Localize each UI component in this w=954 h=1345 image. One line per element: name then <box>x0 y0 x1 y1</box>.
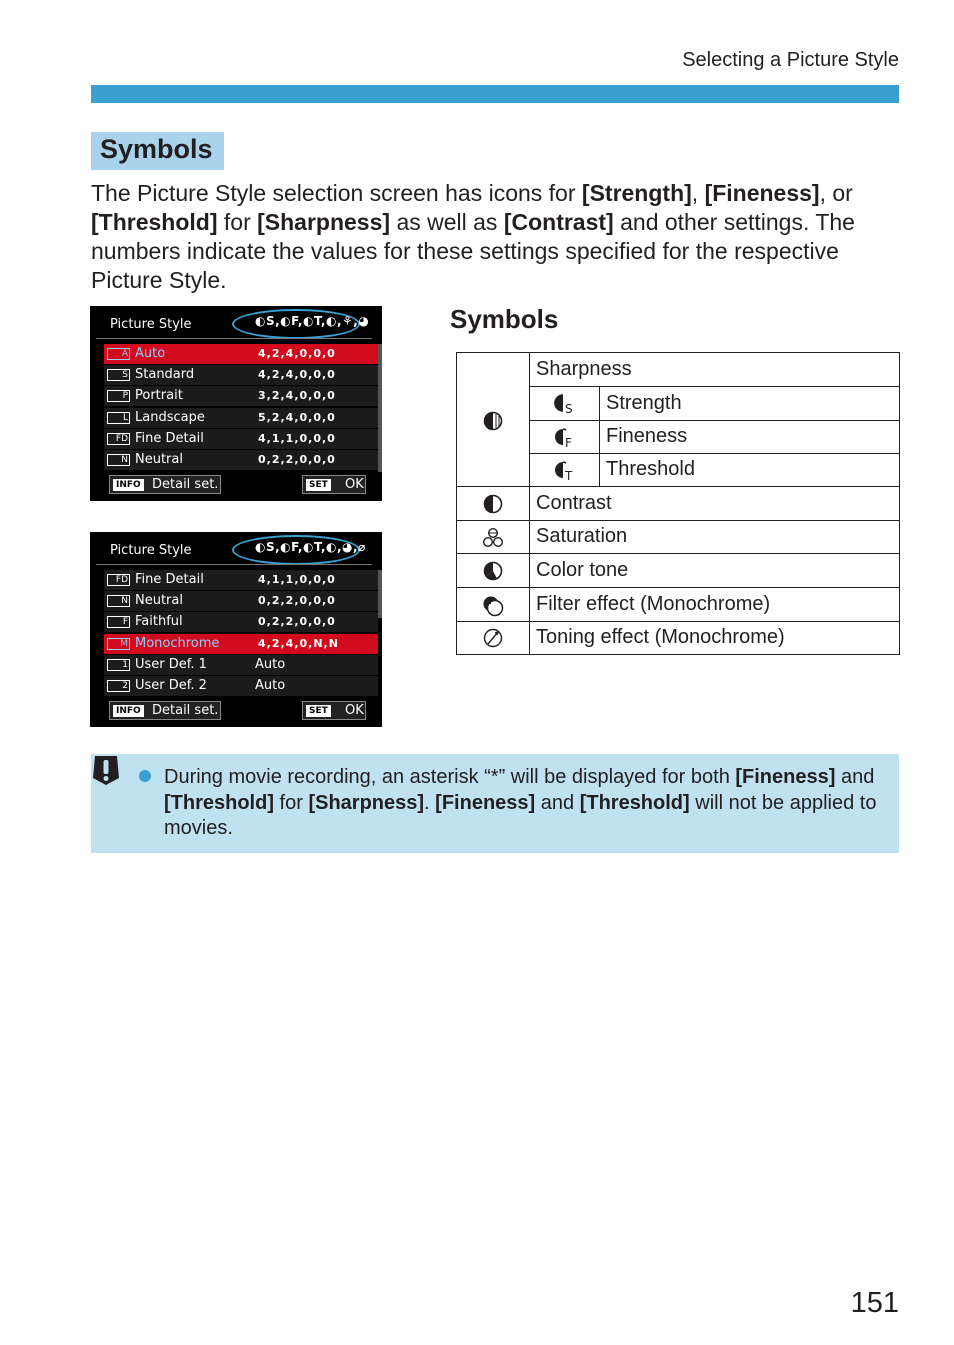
style-name: Standard <box>135 367 195 383</box>
intro-text: and other settings. The numbers indicate the values for these settings specified for the respective Picture Style. <box>91 209 855 293</box>
table-cell <box>529 453 600 487</box>
intro-bold: [Sharpness] <box>257 209 391 235</box>
section-badge-label: Symbols <box>100 134 213 164</box>
table-cell <box>529 486 900 521</box>
intro-paragraph <box>91 179 901 295</box>
style-tag-icon: L <box>107 412 130 424</box>
style-list-item[interactable] <box>104 386 378 406</box>
style-list-item[interactable] <box>104 408 378 428</box>
note-span: and <box>535 791 580 814</box>
threshold-label: Threshold <box>606 458 695 480</box>
intro-text: for <box>217 209 258 235</box>
detail-set-button[interactable] <box>109 475 221 494</box>
set-key: SET <box>306 479 331 491</box>
style-tag-icon: FD <box>107 574 130 586</box>
table-cell <box>456 587 530 622</box>
style-name: User Def. 1 <box>135 656 207 672</box>
setting-icons: ◐S,◐F,◐T,◐,⚘,◕ <box>255 314 370 328</box>
table-cell <box>529 420 600 454</box>
table-cell <box>599 453 900 487</box>
ok-label: OK <box>345 703 364 718</box>
style-values: Auto <box>255 678 286 693</box>
svg-text:T: T <box>565 469 573 482</box>
info-key: INFO <box>113 705 144 717</box>
style-list-item[interactable] <box>104 365 378 385</box>
style-values: 4,1,1,0,0,0 <box>258 573 336 586</box>
threshold-icon <box>554 460 576 482</box>
table-cell <box>529 587 900 622</box>
filter-effect-icon <box>482 595 504 617</box>
style-values: Auto <box>255 656 286 672</box>
style-tag-icon: F <box>107 616 130 628</box>
style-name: Fine Detail <box>135 572 204 587</box>
note-bold: [Sharpness] <box>308 791 425 814</box>
color-tone-label: Color tone <box>536 559 629 581</box>
camera-screen-2 <box>90 532 382 727</box>
style-list-item[interactable] <box>104 570 378 590</box>
toning-effect-label: Toning effect (Monochrome) <box>536 626 785 648</box>
contrast-label: Contrast <box>536 492 612 514</box>
style-values: 3,2,4,0,0,0 <box>258 389 336 403</box>
table-cell <box>529 621 900 655</box>
intro-bold: [Strength] <box>581 180 692 206</box>
note-span: and <box>835 766 875 788</box>
fineness-icon <box>554 427 576 449</box>
style-tag-icon: N <box>107 595 130 607</box>
sharpness-icon <box>483 411 503 431</box>
style-values: 4,2,4,0,0,0 <box>258 347 336 360</box>
style-values: 0,2,2,0,0,0 <box>258 615 336 629</box>
divider <box>96 564 372 565</box>
style-values: 4,2,4,0,N,N <box>258 636 339 650</box>
scrollbar[interactable] <box>378 344 382 472</box>
intro-bold: [Threshold] <box>91 209 218 235</box>
sharpness-label: Sharpness <box>536 358 632 380</box>
color-tone-icon <box>483 561 503 581</box>
style-values: 0,2,2,0,0,0 <box>258 453 336 466</box>
screen-title: Picture Style <box>110 543 192 558</box>
style-values: 0,2,2,0,0,0 <box>258 594 336 608</box>
style-list-item[interactable] <box>104 676 378 696</box>
detail-set-button[interactable] <box>109 701 221 720</box>
note-span: During movie recording, an asterisk “*” will be displayed for both <box>164 766 736 788</box>
symbols-table <box>456 352 900 655</box>
ok-button[interactable] <box>302 475 366 494</box>
contrast-icon <box>483 494 503 514</box>
style-name: Auto <box>135 346 166 361</box>
table-cell <box>529 386 600 421</box>
table-cell <box>529 520 900 554</box>
style-list-item[interactable] <box>104 591 378 611</box>
style-list-item[interactable] <box>104 450 378 470</box>
strength-icon <box>554 393 576 415</box>
style-list-item[interactable] <box>104 429 378 449</box>
style-list-item[interactable] <box>104 655 378 675</box>
intro-text: as well as <box>390 209 504 235</box>
table-cell <box>529 553 900 588</box>
style-tag-icon: S <box>107 369 130 381</box>
section-badge <box>91 132 224 170</box>
style-name: Portrait <box>135 388 183 404</box>
note-span: for <box>274 791 309 814</box>
style-tag-icon: A <box>107 348 130 360</box>
note-bold: [Threshold] <box>164 791 274 814</box>
scrollbar[interactable] <box>378 570 382 618</box>
svg-text:F: F <box>565 436 572 449</box>
style-values: 5,2,4,0,0,0 <box>258 410 336 424</box>
style-name: Fine Detail <box>135 430 204 446</box>
table-cell <box>599 386 900 421</box>
table-cell <box>529 352 900 387</box>
table-cell <box>456 553 530 588</box>
style-name: Neutral <box>135 452 183 467</box>
table-cell <box>456 352 530 487</box>
symbols-heading: Symbols <box>450 304 559 334</box>
note-bold: [Fineness] <box>435 791 536 814</box>
note-bold: [Threshold] <box>579 791 690 814</box>
style-tag-icon: P <box>107 390 130 402</box>
set-key: SET <box>306 705 331 717</box>
style-values: 4,1,1,0,0,0 <box>258 431 336 445</box>
style-list-item[interactable] <box>104 634 378 654</box>
style-name: Neutral <box>135 593 183 609</box>
ok-label: OK <box>345 477 364 492</box>
intro-bold: [Contrast] <box>503 209 614 235</box>
saturation-icon <box>482 527 504 549</box>
style-name: Landscape <box>135 409 205 425</box>
table-cell <box>456 621 530 655</box>
page-number: 151 <box>850 1287 899 1319</box>
detail-set-label: Detail set. <box>152 477 219 492</box>
setting-icons: ◐S,◐F,◐T,◐,◕,⌀ <box>255 540 366 554</box>
detail-set-label: Detail set. <box>152 703 219 718</box>
caution-note <box>91 754 899 853</box>
header-bar <box>91 85 899 103</box>
table-cell <box>456 520 530 554</box>
intro-text: The Picture Style selection screen has icons for <box>91 180 582 206</box>
note-span: will not be applied to movies. <box>164 791 877 839</box>
style-tag-icon: 1 <box>107 659 130 671</box>
divider <box>96 338 372 339</box>
camera-screen-1 <box>90 306 382 501</box>
screen-title: Picture Style <box>110 317 192 332</box>
caution-icon <box>91 754 121 786</box>
intro-text: , or <box>819 180 853 206</box>
table-cell <box>456 486 530 521</box>
style-list-item[interactable] <box>104 612 378 632</box>
style-name: Monochrome <box>135 635 220 651</box>
svg-text:S: S <box>565 402 573 415</box>
running-header: Selecting a Picture Style <box>682 49 899 71</box>
style-tag-icon: M <box>107 638 130 650</box>
style-values: 4,2,4,0,0,0 <box>258 368 336 382</box>
bullet-icon <box>139 770 151 782</box>
fineness-label: Fineness <box>606 425 688 447</box>
style-tag-icon: 2 <box>107 680 130 692</box>
style-tag-icon: FD <box>107 433 130 445</box>
ok-button[interactable] <box>302 701 366 720</box>
style-name: User Def. 2 <box>135 678 207 693</box>
note-text <box>164 765 884 842</box>
saturation-label: Saturation <box>536 525 628 547</box>
note-bold: [Fineness] <box>735 766 836 788</box>
style-name: Faithful <box>135 614 183 630</box>
style-list-item[interactable] <box>104 344 378 364</box>
strength-label: Strength <box>606 392 682 414</box>
table-cell <box>599 420 900 454</box>
note-span: . <box>424 791 436 814</box>
style-tag-icon: N <box>107 454 130 466</box>
intro-bold: [Fineness] <box>704 180 820 206</box>
info-key: INFO <box>113 479 144 491</box>
filter-effect-label: Filter effect (Monochrome) <box>536 593 771 615</box>
toning-effect-icon <box>483 628 503 648</box>
intro-text: , <box>691 180 705 206</box>
